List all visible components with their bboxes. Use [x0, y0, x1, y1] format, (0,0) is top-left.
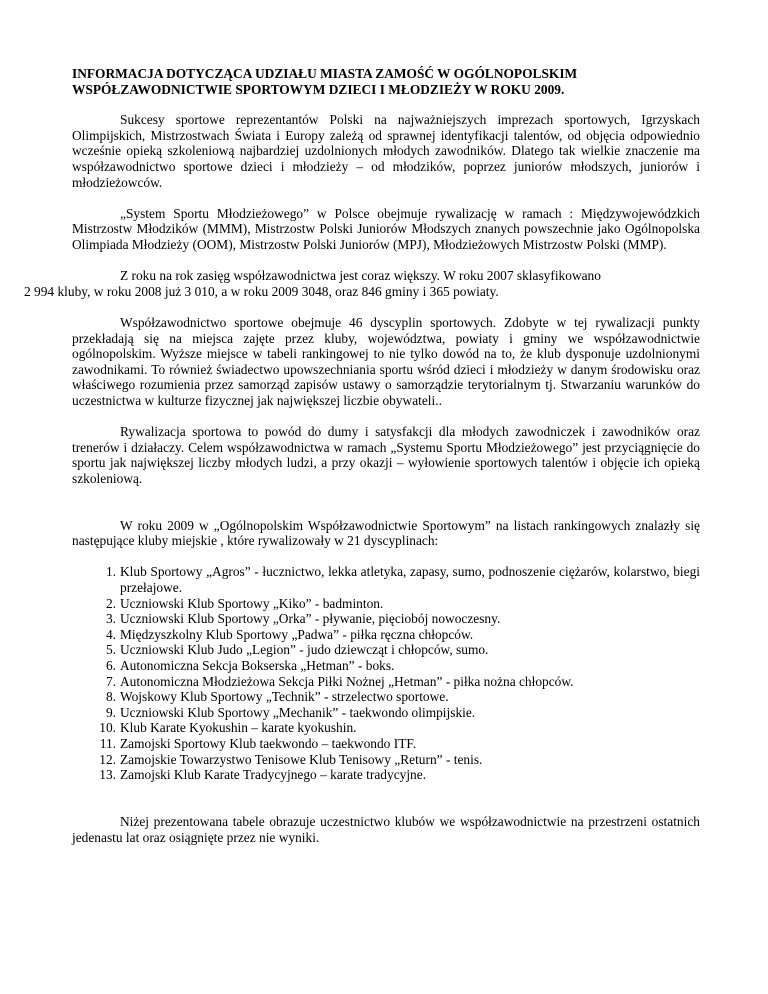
title-line-1: INFORMACJA DOTYCZĄCA UDZIAŁU MIASTA ZAMOŚĆ W OGÓLNOPOLSKIM	[72, 66, 578, 81]
list-item-number: 11.	[99, 735, 116, 751]
list-item-text: Międzyszkolny Klub Sportowy „Padwa” - piłka ręczna chłopców.	[120, 626, 474, 642]
list-item	[99, 720, 700, 736]
paragraph-club-statistics	[24, 268, 700, 299]
list-item-text: Klub Sportowy „Agros” - łucznictwo, lekka atletyka, zapasy, sumo, podnoszenie ciężarów, kolarstwo, biegi przełajowe.	[120, 564, 700, 595]
list-item	[105, 657, 700, 674]
list-item	[105, 564, 700, 595]
club-list	[72, 564, 700, 782]
club-statistics-line-2: 2 994 kluby, w roku 2008 już 3 010, a w roku 2009 3048, oraz 846 gminy i 365 powiaty.	[24, 283, 499, 299]
list-item-number: 3.	[105, 611, 116, 627]
list-item	[105, 673, 700, 690]
list-item-number: 5.	[105, 642, 116, 658]
list-item-text: Autonomiczna Sekcja Bokserska „Hetman” - boks.	[120, 657, 395, 673]
list-item-number: 6.	[105, 657, 116, 673]
list-item-text: Uczniowski Klub Sportowy „Kiko” - badminton.	[120, 595, 384, 611]
list-item-number: 10.	[99, 720, 116, 736]
list-item-text: Uczniowski Klub Sportowy „Orka” - pływanie, pięciobój nowoczesny.	[120, 611, 501, 627]
list-item	[99, 751, 700, 768]
list-item	[99, 767, 700, 783]
list-item	[105, 626, 700, 643]
list-item	[105, 704, 700, 721]
document-title	[72, 66, 700, 97]
list-item-text: Zamojski Klub Karate Tradycyjnego – karate tradycyjne.	[120, 767, 427, 783]
list-item	[105, 642, 700, 658]
list-item	[105, 689, 700, 705]
list-item-text: Wojskowy Klub Sportowy „Technik” - strzelectwo sportowe.	[120, 689, 449, 705]
list-item-text: Klub Karate Kyokushin – karate kyokushin.	[120, 720, 357, 736]
paragraph-youth-sport-system: „System Sportu Młodzieżowego” w Polsce obejmuje rywalizację w ramach : Międzywojewódzkich Mistrzostw Młodzików (MMM), Mistrzostw Polski Juniorów Młodszych znanych powszechnie jako Ogólnopolska Olimpiada Młodzieży (OOM), Mistrzostw Polski Juniorów (MPJ), Młodzieżowych Mistrzostw Polski (MMP).	[72, 205, 700, 252]
list-item-number: 4.	[105, 626, 116, 642]
paragraph-club-list-intro: W roku 2009 w „Ogólnopolskim Współzawodnictwie Sportowym” na listach rankingowych znalazły się następujące kluby miejskie , które rywalizowały w 21 dyscyplinach:	[72, 517, 700, 549]
list-item-number: 8.	[105, 689, 116, 705]
list-item-text: Uczniowski Klub Judo „Legion” - judo dziewcząt i chłopców, sumo.	[120, 642, 489, 658]
list-item-text: Uczniowski Klub Sportowy „Mechanik” - taekwondo olimpijskie.	[120, 704, 476, 720]
title-line-2: WSPÓŁZAWODNICTWIE SPORTOWYM DZIECI I MŁODZIEŻY W ROKU 2009.	[72, 81, 565, 97]
list-item	[99, 735, 700, 752]
paragraph-talents: Sukcesy sportowe reprezentantów Polski na najważniejszych imprezach sportowych, Igrzyskach Olimpijskich, Mistrzostwach Świata i Europy zależą od sprawnej identyfikacji talentów, od objęcia odpowiednio wcześnie opieką szkoleniową najbardziej uzdolnionych młodych zawodników. Dlatego tak wielkie znaczenie ma współzawodnictwo sportowe dzieci i młodzieży – od młodzików, poprzez juniorów młodszych, juniorów i młodzieżowców.	[72, 112, 700, 190]
list-item-text: Zamojski Sportowy Klub taekwondo – taekwondo ITF.	[120, 735, 417, 751]
list-item-number: 1.	[105, 564, 116, 580]
list-item-number: 9.	[105, 704, 116, 720]
list-item-text: Zamojskie Towarzystwo Tenisowe Klub Tenisowy „Return” - tenis.	[120, 751, 483, 767]
list-item-number: 13.	[99, 767, 116, 783]
club-statistics-line-1: Z roku na rok zasięg współzawodnictwa jest coraz większy. W roku 2007 sklasyfikowano	[120, 268, 601, 284]
paragraph-disciplines: Współzawodnictwo sportowe obejmuje 46 dyscyplin sportowych. Zdobyte w tej rywalizacji punkty przekładają się na miejsca zajęte przez kluby, województwa, powiaty i gminy we współzawodnictwie ogólnopolskim. Wyższe miejsce w tabeli rankingowej to nie tylko dowód na to, że klub dysponuje uzdolnionymi zawodnikami. To również świadectwo upowszechniania sportu wśród dzieci i młodzieży w danym środowisku oraz właściwego rozumienia przez samorząd zapisów ustawy o samorządzie terytorialnym tj. Stwarzaniu warunków do uczestnictwa w kulturze fizycznej jak największej liczbie obywateli..	[72, 314, 700, 408]
list-item-text: Autonomiczna Młodzieżowa Sekcja Piłki Nożnej „Hetman” - piłka nożna chłopców.	[120, 673, 574, 689]
list-item-number: 7.	[105, 673, 116, 689]
list-item-number: 12.	[99, 751, 116, 767]
spacer	[72, 798, 700, 814]
list-item-number: 2.	[105, 595, 116, 611]
paragraph-table-intro: Niżej prezentowana tabele obrazuje uczestnictwo klubów we współzawodnictwie na przestrzeni ostatnich jedenastu lat oraz osiągnięte przez nie wyniki.	[72, 813, 700, 845]
list-item	[105, 595, 700, 612]
list-item	[105, 611, 700, 627]
spacer	[72, 502, 700, 518]
paragraph-rivalry: Rywalizacja sportowa to powód do dumy i satysfakcji dla młodych zawodniczek i zawodników oraz trenerów i działaczy. Celem współzawodnictwa w ramach „Systemu Sportu Młodzieżowego” jest przyciągnięcie do sportu jak największej liczby młodych ludzi, a przy okazji – wyłowienie sportowych talentów i objęcie ich opieką szkoleniową.	[72, 424, 700, 486]
